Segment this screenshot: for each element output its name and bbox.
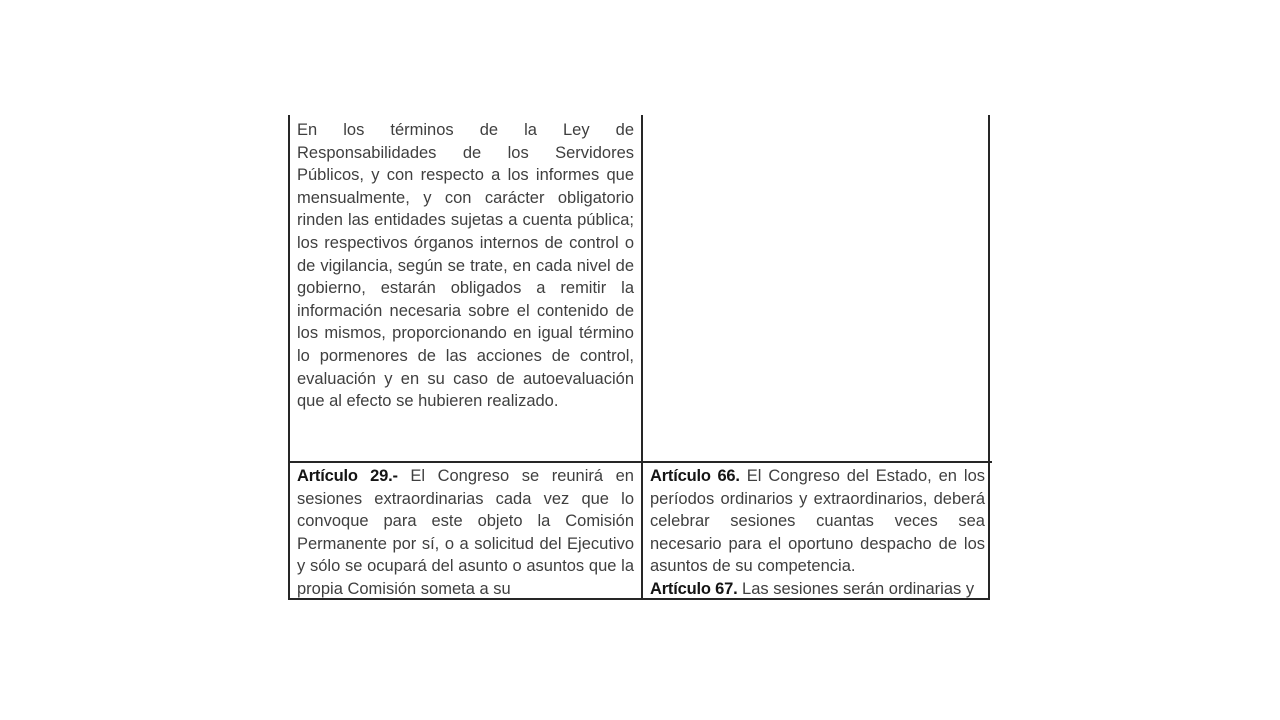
articles-comparison-table <box>288 115 990 600</box>
paragraph-articulo-29 <box>297 465 634 600</box>
table-cell-row2-right <box>643 461 992 600</box>
paragraph-articulo-67 <box>650 578 985 600</box>
table-cell-row1-left <box>290 115 643 461</box>
article-67-text: Las sesiones serán ordinarias y <box>737 579 975 598</box>
paragraph-responsabilidades: En los términos de la Ley de Responsabilidades de los Servidores Públicos, y con respecto a los informes que mensualmente, y con carácter obligatorio rinden las entidades sujetas a cuenta pública; los respectivos órganos internos de control o de vigilancia, según se trate, en cada nivel de gobierno, estarán obligados a remitir la información necesaria sobre el contenido de los mismos, proporcionando en igual término lo pormenores de las acciones de control, evaluación y en su caso de autoevaluación que al efecto se hubieren realizado. <box>297 121 634 411</box>
paragraph-articulo-66 <box>650 465 985 578</box>
article-66-label: Artículo 66. <box>650 467 740 485</box>
article-67-label: Artículo 67. <box>650 579 738 598</box>
table-cell-row2-left <box>290 461 643 600</box>
article-66-text: El Congreso del Estado, en los períodos ordinarios y extraordinarios, deberá celebrar sesiones cuantas veces sea necesario para el oportuno despacho de los asuntos de su competencia. <box>650 467 985 576</box>
article-29-text: El Congreso se reunirá en sesiones extraordinarias cada vez que lo convoque para este objeto la Comisión Permanente por sí, o a solicitud del Ejecutivo y sólo se ocupará del asunto o asuntos que la propia Comisión someta a su <box>297 467 634 598</box>
table-cell-row1-right-empty <box>643 115 992 461</box>
article-29-label: Artículo 29.- <box>297 467 398 485</box>
